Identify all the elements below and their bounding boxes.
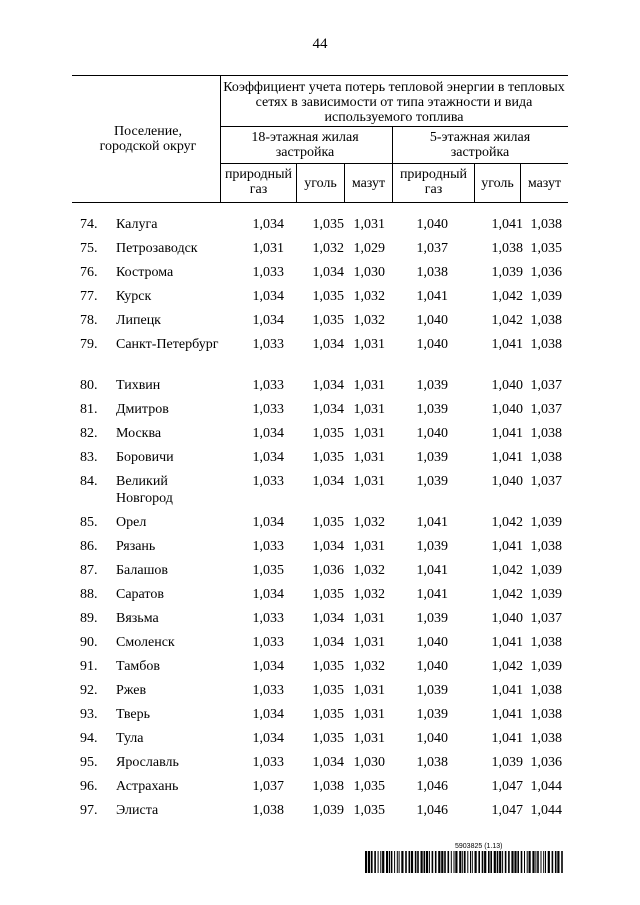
row-value: 1,034: [312, 337, 344, 352]
header-gas-18: природный газ: [224, 167, 293, 197]
row-value: 1,031: [353, 378, 385, 393]
row-value: 1,041: [491, 683, 523, 698]
row-value: 1,035: [353, 803, 385, 818]
barcode-bar: [405, 851, 407, 873]
row-value: 1,042: [491, 289, 523, 304]
barcode-bar: [435, 851, 437, 873]
header-gas-5: природный газ: [399, 167, 468, 197]
row-value: 1,034: [312, 378, 344, 393]
row-settlement: Элиста: [116, 803, 159, 818]
barcode-bar: [470, 851, 471, 873]
row-value: 1,039: [491, 265, 523, 280]
row-value: 1,038: [491, 241, 523, 256]
row-value: 1,046: [416, 779, 448, 794]
row-value: 1,038: [416, 755, 448, 770]
row-value: 1,039: [416, 450, 448, 465]
row-value: 1,046: [416, 803, 448, 818]
barcode-bar: [541, 851, 542, 873]
row-number: 83.: [80, 450, 98, 465]
row-settlement: Тверь: [116, 707, 150, 722]
row-value: 1,035: [312, 683, 344, 698]
barcode-bar: [454, 851, 455, 873]
barcode-bar: [455, 851, 457, 873]
row-value: 1,034: [312, 474, 344, 489]
row-settlement: Тула: [116, 731, 144, 746]
row-value: 1,034: [252, 289, 284, 304]
row-value: 1,038: [530, 707, 562, 722]
barcode-bar: [482, 851, 484, 873]
row-number: 78.: [80, 313, 98, 328]
row-value: 1,038: [416, 265, 448, 280]
row-value: 1,040: [416, 337, 448, 352]
barcode-bar: [508, 851, 510, 873]
row-value: 1,041: [416, 587, 448, 602]
row-value: 1,031: [353, 217, 385, 232]
row-value: 1,032: [353, 587, 385, 602]
row-value: 1,031: [353, 402, 385, 417]
row-value: 1,038: [530, 539, 562, 554]
row-value: 1,034: [252, 426, 284, 441]
row-value: 1,038: [530, 217, 562, 232]
row-value: 1,040: [491, 378, 523, 393]
barcode-bar: [472, 851, 473, 873]
row-number: 74.: [80, 217, 98, 232]
row-value: 1,039: [416, 474, 448, 489]
row-value: 1,031: [353, 635, 385, 650]
barcode-bar: [561, 851, 563, 873]
row-number: 90.: [80, 635, 98, 650]
row-value: 1,041: [491, 217, 523, 232]
barcode-bar: [517, 851, 519, 873]
row-value: 1,036: [312, 563, 344, 578]
barcode-bar: [548, 851, 550, 873]
header-coal-5: уголь: [481, 176, 514, 191]
row-value: 1,034: [312, 755, 344, 770]
barcode-bar: [545, 851, 546, 873]
row-number: 85.: [80, 515, 98, 530]
row-value: 1,038: [252, 803, 284, 818]
barcode-bar: [462, 851, 463, 873]
row-value: 1,041: [491, 707, 523, 722]
header-group-18: 18-этажная жилая застройка: [251, 130, 359, 160]
row-value: 1,042: [491, 563, 523, 578]
page-number: 44: [312, 36, 328, 52]
row-settlement: Тамбов: [116, 659, 161, 674]
barcode-bar: [409, 851, 411, 873]
row-value: 1,030: [353, 755, 385, 770]
row-value: 1,034: [252, 731, 284, 746]
row-settlement: Петрозаводск: [116, 241, 198, 256]
barcode-bar: [499, 851, 501, 873]
barcode-bar: [543, 851, 544, 873]
row-value: 1,032: [353, 289, 385, 304]
row-value: 1,039: [416, 707, 448, 722]
row-settlement: Рязань: [116, 539, 156, 554]
row-value: 1,039: [530, 515, 562, 530]
row-value: 1,035: [312, 515, 344, 530]
barcode-bar: [521, 851, 523, 873]
row-value: 1,040: [416, 313, 448, 328]
barcode-bar: [429, 851, 430, 873]
barcode-bar: [411, 851, 413, 873]
row-value: 1,038: [530, 450, 562, 465]
barcode-bar: [432, 851, 434, 873]
row-value: 1,047: [491, 779, 523, 794]
row-value: 1,031: [353, 474, 385, 489]
header-hline-coef: [220, 126, 568, 127]
row-value: 1,034: [252, 587, 284, 602]
row-number: 94.: [80, 731, 98, 746]
row-number: 97.: [80, 803, 98, 818]
row-settlement: Ярославль: [116, 755, 179, 770]
row-value: 1,039: [491, 755, 523, 770]
row-settlement: Великий Новгород: [116, 474, 173, 506]
row-value: 1,038: [530, 683, 562, 698]
row-value: 1,031: [252, 241, 284, 256]
row-value: 1,033: [252, 635, 284, 650]
row-value: 1,044: [530, 803, 562, 818]
row-number: 77.: [80, 289, 98, 304]
row-value: 1,033: [252, 611, 284, 626]
barcode-bar: [386, 851, 388, 873]
barcode-bar: [380, 851, 381, 873]
row-value: 1,033: [252, 378, 284, 393]
row-number: 93.: [80, 707, 98, 722]
row-settlement: Калуга: [116, 217, 158, 232]
barcode-bar: [444, 851, 446, 873]
row-value: 1,041: [491, 731, 523, 746]
barcode-bar: [497, 851, 499, 873]
row-value: 1,039: [312, 803, 344, 818]
barcode-bar: [488, 851, 490, 873]
row-value: 1,035: [530, 241, 562, 256]
header-coefficient: Коэффициент учета потерь тепловой энергии в тепловых сетях в зависимости от типа этажности и вида используемого топлива: [223, 80, 565, 125]
header-bottom-rule: [72, 202, 568, 203]
row-value: 1,039: [530, 587, 562, 602]
row-settlement: Вязьма: [116, 611, 159, 626]
row-value: 1,039: [416, 539, 448, 554]
row-value: 1,035: [312, 426, 344, 441]
row-number: 87.: [80, 563, 98, 578]
row-number: 91.: [80, 659, 98, 674]
row-settlement: Курск: [116, 289, 152, 304]
barcode-bar: [524, 851, 525, 873]
barcode-bar: [451, 851, 452, 873]
row-value: 1,041: [491, 539, 523, 554]
row-value: 1,034: [252, 707, 284, 722]
row-value: 1,041: [491, 450, 523, 465]
row-value: 1,038: [530, 731, 562, 746]
barcode-bar: [532, 851, 534, 873]
barcode-bar: [426, 851, 428, 873]
barcode-bar: [459, 851, 461, 873]
row-value: 1,037: [416, 241, 448, 256]
row-value: 1,035: [312, 217, 344, 232]
barcode-bar: [415, 851, 417, 873]
barcode-bar: [475, 851, 477, 873]
barcode-bar: [365, 851, 367, 873]
row-value: 1,040: [491, 474, 523, 489]
row-value: 1,040: [416, 426, 448, 441]
barcode-bar: [552, 851, 554, 873]
row-value: 1,035: [312, 289, 344, 304]
barcode-bar: [378, 851, 379, 873]
barcode-bar: [374, 851, 376, 873]
row-value: 1,038: [530, 337, 562, 352]
barcode-bar: [438, 851, 440, 873]
row-number: 75.: [80, 241, 98, 256]
row-value: 1,032: [353, 659, 385, 674]
row-number: 88.: [80, 587, 98, 602]
barcode-bar: [494, 851, 496, 873]
row-value: 1,031: [353, 450, 385, 465]
barcode-bar: [537, 851, 539, 873]
row-value: 1,031: [353, 731, 385, 746]
header-coal-18: уголь: [304, 176, 337, 191]
row-number: 96.: [80, 779, 98, 794]
barcode-bar: [502, 851, 503, 873]
row-value: 1,034: [252, 217, 284, 232]
barcode-bar: [371, 851, 373, 873]
barcode-bar: [399, 851, 400, 873]
row-value: 1,039: [530, 659, 562, 674]
row-value: 1,037: [252, 779, 284, 794]
row-value: 1,038: [530, 426, 562, 441]
row-value: 1,035: [312, 731, 344, 746]
row-value: 1,033: [252, 474, 284, 489]
barcode-code: 5903825 (1.13): [455, 843, 503, 850]
barcode-bar: [391, 851, 393, 873]
row-value: 1,042: [491, 515, 523, 530]
row-value: 1,037: [530, 474, 562, 489]
row-number: 92.: [80, 683, 98, 698]
header-settlement: Поселение, городской округ: [99, 124, 197, 154]
row-value: 1,041: [416, 563, 448, 578]
row-value: 1,031: [353, 337, 385, 352]
row-value: 1,031: [353, 426, 385, 441]
row-value: 1,041: [416, 289, 448, 304]
row-value: 1,034: [252, 659, 284, 674]
row-number: 86.: [80, 539, 98, 554]
row-settlement: Боровичи: [116, 450, 174, 465]
row-value: 1,033: [252, 265, 284, 280]
row-value: 1,033: [252, 402, 284, 417]
row-value: 1,037: [530, 611, 562, 626]
row-value: 1,035: [312, 450, 344, 465]
row-value: 1,037: [530, 402, 562, 417]
row-value: 1,040: [416, 659, 448, 674]
barcode-bar: [490, 851, 492, 873]
barcode-bar: [368, 851, 370, 873]
row-value: 1,047: [491, 803, 523, 818]
row-value: 1,041: [491, 426, 523, 441]
row-value: 1,039: [416, 683, 448, 698]
row-value: 1,038: [312, 779, 344, 794]
row-settlement: Липецк: [116, 313, 161, 328]
barcode-bar: [464, 851, 466, 873]
row-number: 79.: [80, 337, 98, 352]
row-value: 1,029: [353, 241, 385, 256]
row-value: 1,034: [312, 402, 344, 417]
row-value: 1,033: [252, 337, 284, 352]
barcode-bar: [514, 851, 516, 873]
row-value: 1,034: [252, 313, 284, 328]
row-value: 1,034: [252, 515, 284, 530]
row-value: 1,041: [491, 635, 523, 650]
barcode-bar: [401, 851, 403, 873]
row-value: 1,031: [353, 683, 385, 698]
row-settlement: Санкт-Петербург: [116, 337, 219, 352]
barcode-bar: [397, 851, 398, 873]
header-oil-5: мазут: [527, 176, 562, 191]
row-value: 1,032: [312, 241, 344, 256]
row-value: 1,033: [252, 539, 284, 554]
row-value: 1,039: [416, 402, 448, 417]
row-value: 1,034: [312, 539, 344, 554]
barcode-bar: [389, 851, 390, 873]
row-value: 1,031: [353, 707, 385, 722]
row-settlement: Астрахань: [116, 779, 179, 794]
row-value: 1,033: [252, 755, 284, 770]
row-value: 1,041: [491, 337, 523, 352]
barcode-bar: [557, 851, 559, 873]
row-value: 1,040: [491, 611, 523, 626]
row-settlement: Москва: [116, 426, 162, 441]
row-value: 1,038: [530, 635, 562, 650]
header-hline-groups: [220, 163, 568, 164]
row-value: 1,042: [491, 587, 523, 602]
barcode-bar: [424, 851, 426, 873]
header-top-rule: [72, 75, 568, 76]
row-value: 1,034: [252, 450, 284, 465]
row-value: 1,039: [530, 289, 562, 304]
row-value: 1,031: [353, 611, 385, 626]
row-value: 1,040: [491, 402, 523, 417]
row-value: 1,034: [312, 635, 344, 650]
row-settlement: Орел: [116, 515, 147, 530]
row-value: 1,035: [353, 779, 385, 794]
row-settlement: Дмитров: [116, 402, 169, 417]
row-value: 1,042: [491, 313, 523, 328]
row-settlement: Смоленск: [116, 635, 175, 650]
header-oil-18: мазут: [351, 176, 386, 191]
row-number: 80.: [80, 378, 98, 393]
row-value: 1,040: [416, 635, 448, 650]
row-value: 1,035: [312, 313, 344, 328]
row-value: 1,039: [530, 563, 562, 578]
row-settlement: Кострома: [116, 265, 174, 280]
barcode-bar: [448, 851, 450, 873]
barcode-bar: [505, 851, 507, 873]
row-value: 1,040: [416, 217, 448, 232]
row-value: 1,032: [353, 313, 385, 328]
row-value: 1,040: [416, 731, 448, 746]
header-group-5: 5-этажная жилая застройка: [429, 130, 531, 160]
barcode-bar: [441, 851, 443, 873]
row-value: 1,035: [252, 563, 284, 578]
row-number: 76.: [80, 265, 98, 280]
barcode-bar: [527, 851, 528, 873]
barcode-bar: [555, 851, 557, 873]
barcode-bar: [535, 851, 536, 873]
row-value: 1,036: [530, 755, 562, 770]
row-value: 1,031: [353, 539, 385, 554]
row-settlement: Ржев: [116, 683, 147, 698]
row-value: 1,037: [530, 378, 562, 393]
barcode-bar: [417, 851, 419, 873]
row-value: 1,033: [252, 683, 284, 698]
barcode-bar: [529, 851, 531, 873]
row-value: 1,030: [353, 265, 385, 280]
barcode-bar: [484, 851, 486, 873]
barcode-bar: [394, 851, 395, 873]
barcode-bar: [421, 851, 423, 873]
row-settlement: Балашов: [116, 563, 168, 578]
row-value: 1,038: [530, 313, 562, 328]
row-value: 1,035: [312, 707, 344, 722]
row-value: 1,041: [416, 515, 448, 530]
barcode-bar: [511, 851, 513, 873]
barcode-bar: [467, 851, 468, 873]
row-value: 1,034: [312, 265, 344, 280]
barcode: [365, 851, 563, 873]
row-number: 84.: [80, 474, 98, 489]
row-value: 1,035: [312, 587, 344, 602]
row-value: 1,035: [312, 659, 344, 674]
row-number: 95.: [80, 755, 98, 770]
row-value: 1,032: [353, 563, 385, 578]
row-number: 89.: [80, 611, 98, 626]
row-value: 1,034: [312, 611, 344, 626]
barcode-bar: [478, 851, 480, 873]
row-value: 1,039: [416, 611, 448, 626]
row-settlement: Саратов: [116, 587, 164, 602]
row-settlement: Тихвин: [116, 378, 161, 393]
row-number: 81.: [80, 402, 98, 417]
row-value: 1,032: [353, 515, 385, 530]
row-number: 82.: [80, 426, 98, 441]
row-value: 1,039: [416, 378, 448, 393]
barcode-bar: [382, 851, 384, 873]
row-value: 1,036: [530, 265, 562, 280]
row-value: 1,042: [491, 659, 523, 674]
row-value: 1,044: [530, 779, 562, 794]
